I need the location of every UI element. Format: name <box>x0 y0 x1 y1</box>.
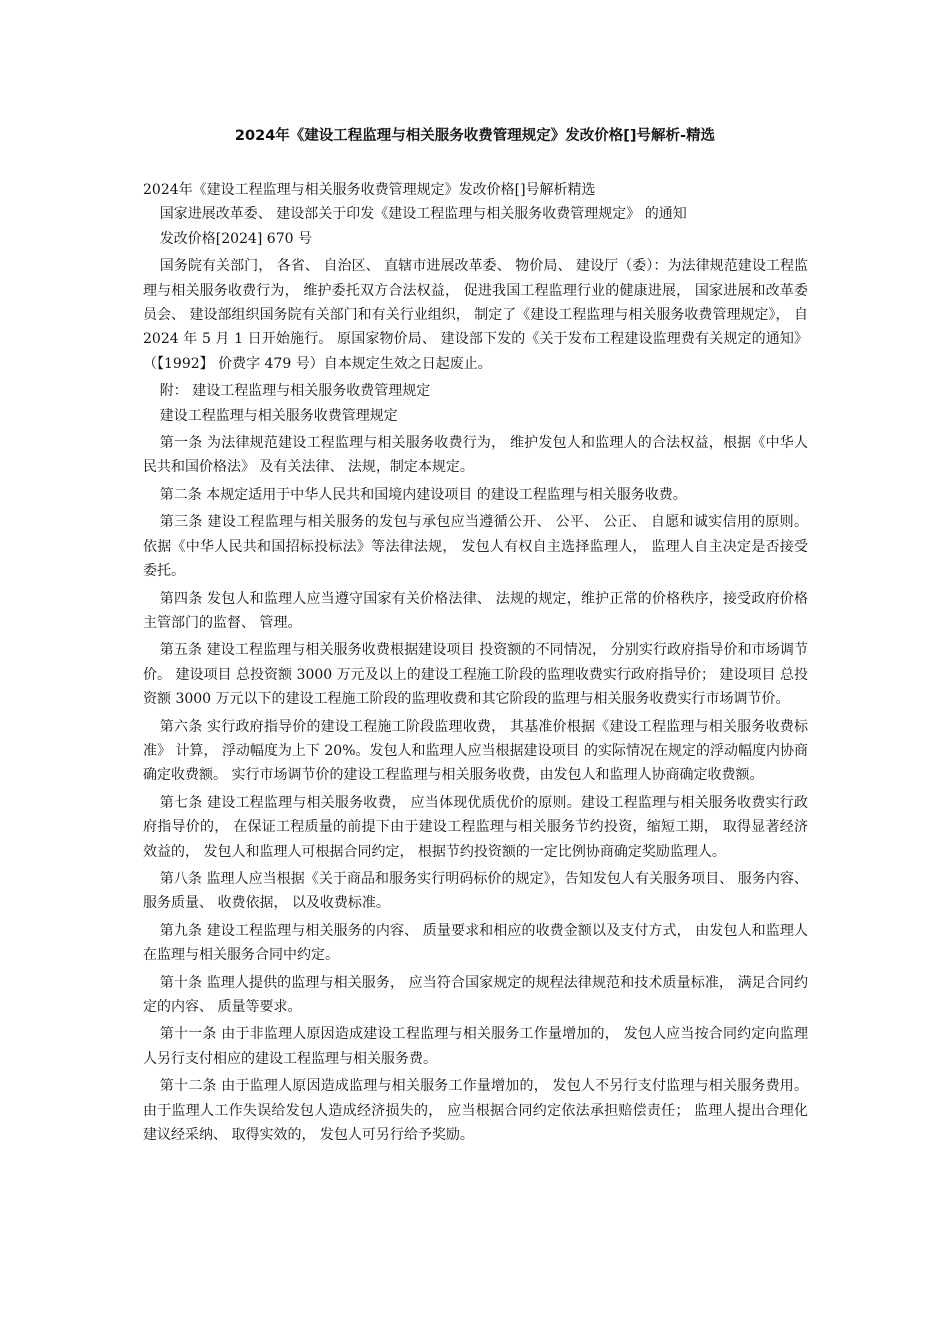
document-body <box>143 178 808 1147</box>
subtitle: 2024年《建设工程监理与相关服务收费管理规定》发改价格[]号解析精选 <box>143 182 596 198</box>
article-3: 第三条 建设工程监理与相关服务的发包与承包应当遵循公开、 公平、 公正、 自愿和诚实信用的原则。 依据《中华人民共和国招标投标法》等法律法规， 发包人有权自主选择监理人， 监理人自主决定是否接受委托。 <box>143 514 808 580</box>
doc-number: 发改价格[2024] 670 号 <box>159 230 312 247</box>
attachment-note: 附： 建设工程监理与相关服务收费管理规定 <box>159 383 431 400</box>
article-1: 第一条 为法律规范建设工程监理与相关服务收费行为， 维护发包人和监理人的合法权益，根据《中华人民共和国价格法》 及有关法律、 法规，制定本规定。 <box>143 435 808 476</box>
intro-paragraph: 国务院有关部门， 各省、 自治区、 直辖市进展改革委、 物价局、 建设厅（委）：为法律规范建设工程监理与相关服务收费行为， 维护委托双方合法权益， 促进我国工程监理行业的健康进展， 国家进展和改革委员会、 建设部组织国务院有关部门和有关行业组织， 制定了《建设工程监理与相关服务收费管理规定》， 自 2024 年 5 月 1 日开始施行。 原国家物价局、 建设部下发的《关于发布工程建设监理费有关规定的通知》（【1992】 价费字 479 号）自本规定生效之日起废止。 <box>143 258 808 372</box>
notice-title: 国家进展改革委、 建设部关于印发《建设工程监理与相关服务收费管理规定》 的通知 <box>159 206 687 223</box>
article-9: 第九条 建设工程监理与相关服务的内容、 质量要求和相应的收费金额以及支付方式， 由发包人和监理人在监理与相关服务合同中约定。 <box>143 922 808 964</box>
article-7: 第七条 建设工程监理与相关服务收费， 应当体现优质优价的原则。建设工程监理与相关服务收费实行政府指导价的， 在保证工程质量的前提下由于建设工程监理与相关服务节约投资，缩短工期， 取得显著经济效益的， 发包人和监理人可根据合同约定， 根据节约投资额的一定比例协商确定奖励监理人。 <box>143 794 808 860</box>
page-title: 2024年《建设工程监理与相关服务收费管理规定》发改价格[]号解析-精选 <box>234 128 716 144</box>
article-8: 第八条 监理人应当根据《关于商品和服务实行明码标价的规定》，告知发包人有关服务项目、 服务内容、 服务质量、 收费依据， 以及收费标准。 <box>143 870 808 912</box>
article-12: 第十二条 由于监理人原因造成监理与相关服务工作量增加的， 发包人不另行支付监理与相关服务费用。 由于监理人工作失误给发包人造成经济损失的， 应当根据合同约定依法承担赔偿责任； 监理人提出合理化建议经采纳、 取得实效的， 发包人可另行给予奖励。 <box>143 1078 808 1144</box>
article-11: 第十一条 由于非监理人原因造成建设工程监理与相关服务工作量增加的， 发包人应当按合同约定向监理人另行支付相应的建设工程监理与相关服务费。 <box>143 1026 808 1067</box>
regulation-title: 建设工程监理与相关服务收费管理规定 <box>159 407 398 424</box>
article-4: 第四条 发包人和监理人应当遵守国家有关价格法律、 法规的规定，维护正常的价格秩序，接受政府价格主管部门的监督、 管理。 <box>143 590 808 631</box>
article-6: 第六条 实行政府指导价的建设工程施工阶段监理收费， 其基准价根据《建设工程监理与相关服务收费标准》 计算， 浮动幅度为上下 20%。发包人和监理人应当根据建设项目 的实际情况在规定的浮动幅度内协商确定收费额。 实行市场调节价的建设工程监理与相关服务收费，由发包人和监理人协商确定收费额。 <box>143 718 808 784</box>
article-2: 第二条 本规定适用于中华人民共和国境内建设项目 的建设工程监理与相关服务收费。 <box>159 486 687 503</box>
article-10: 第十条 监理人提供的监理与相关服务， 应当符合国家规定的规程法律规范和技术质量标准， 满足合同约定的内容、 质量等要求。 <box>143 974 808 1015</box>
article-5: 第五条 建设工程监理与相关服务收费根据建设项目 投资额的不同情况， 分别实行政府指导价和市场调节价。 建设项目 总投资额 3000 万元及以上的建设工程施工阶段的监理收费实行政府指导价； 建设项目 总投资额 3000 万元以下的建设工程施工阶段的监理收费和其它阶段的监理与相关服务收费实行市场调节价。 <box>143 642 808 708</box>
